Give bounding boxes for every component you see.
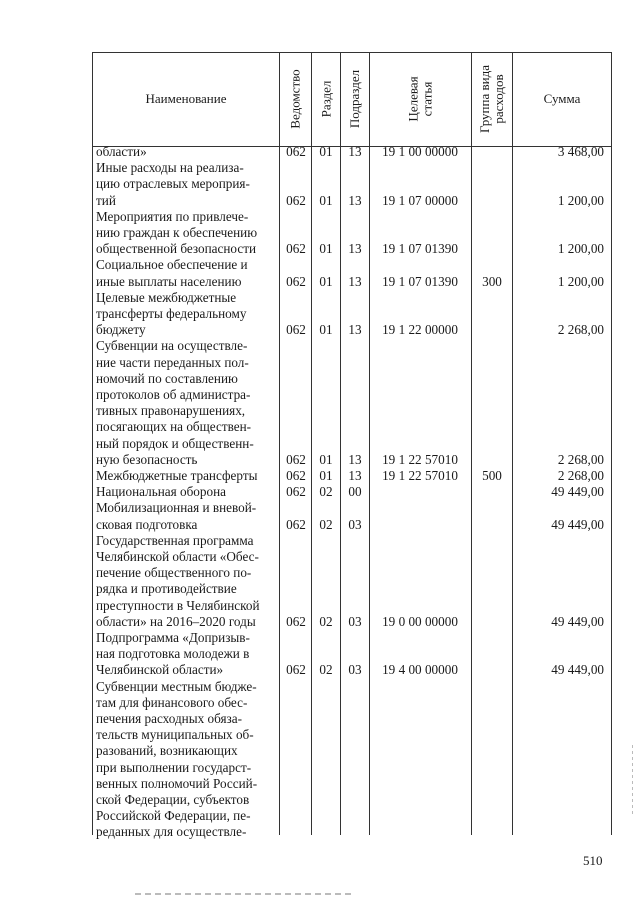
row-name-line: рядка и противодействие	[96, 581, 237, 597]
row-celevaya: 19 1 22 00000	[382, 322, 458, 338]
row-name-line: тий	[96, 192, 116, 208]
row-name-line: преступности в Челябинской	[96, 597, 260, 613]
column-divider	[279, 52, 280, 835]
header-vedomstvo	[280, 53, 311, 145]
row-name-line: посягающих на обществен-	[96, 419, 252, 435]
row-razdel: 02	[319, 613, 333, 629]
row-podrazdel: 03	[348, 613, 362, 629]
row-podrazdel: 13	[348, 273, 362, 289]
row-name-line: области»	[96, 144, 147, 159]
row-name-line: Социальное обеспечение и	[96, 257, 248, 273]
row-name-line: Субвенции на осуществле-	[96, 338, 248, 354]
row-vedomstvo: 062	[286, 192, 306, 208]
row-vedomstvo: 062	[286, 484, 306, 500]
row-summa: 1 200,00	[557, 241, 604, 257]
row-name	[96, 338, 270, 468]
row-name-line: области» на 2016–2020 годы	[96, 613, 256, 629]
row-celevaya: 19 1 22 57010	[382, 468, 458, 483]
row-razdel: 01	[319, 192, 333, 208]
header-celevaya	[370, 53, 471, 145]
row-name-line: общественной безопасности	[96, 241, 257, 257]
header-gruppa	[472, 53, 512, 145]
row-summa: 49 449,00	[551, 484, 604, 500]
row-name-line: печение общественного по-	[96, 565, 252, 581]
page-number: 510	[583, 853, 603, 868]
row-name-line: протоколов об администра-	[96, 387, 251, 402]
row-name-line: бюджету	[96, 322, 146, 338]
row-summa: 2 268,00	[557, 468, 604, 483]
row-vedomstvo: 062	[286, 468, 306, 483]
row-name-line: там для финансового обес-	[96, 694, 248, 710]
row-name-line: реданных для осуществле-	[96, 824, 247, 840]
row-name-line: Иные расходы на реализа-	[96, 160, 244, 176]
row-vedomstvo: 062	[286, 273, 306, 289]
header-celevaya-label	[406, 76, 434, 121]
row-razdel: 01	[319, 451, 333, 467]
header-vedomstvo-label: Ведомство	[287, 69, 303, 129]
row-summa: 2 268,00	[557, 322, 604, 338]
row-podrazdel: 13	[348, 144, 362, 159]
header-razdel-label: Раздел	[318, 80, 333, 118]
row-podrazdel: 13	[348, 241, 362, 257]
row-name-line: Целевые межбюджетные	[96, 289, 237, 305]
header-podrazdel-label: Подраздел	[347, 69, 363, 129]
row-name-line: Челябинской области «Обес-	[96, 549, 259, 564]
column-divider	[611, 52, 612, 835]
row-vedomstvo: 062	[286, 322, 306, 338]
row-razdel: 01	[319, 273, 333, 289]
column-divider	[512, 52, 513, 835]
row-summa: 1 200,00	[557, 273, 604, 289]
row-podrazdel: 13	[348, 322, 362, 338]
row-name-line: цию отраслевых мероприя-	[96, 176, 250, 192]
row-razdel: 02	[319, 516, 333, 532]
row-name	[96, 500, 270, 532]
header-summa-label: Сумма	[543, 91, 581, 106]
header-gruppa-line1: Группа вида	[477, 65, 493, 133]
row-name-line: ную безопасность	[96, 451, 198, 467]
row-name-line: Мероприятия по привлече-	[96, 208, 249, 224]
column-divider	[92, 52, 93, 835]
row-razdel: 02	[319, 662, 333, 678]
row-name-line: ние части переданных пол-	[96, 354, 249, 370]
row-name-line: венных полномочий Россий-	[96, 775, 258, 791]
row-razdel: 01	[319, 322, 333, 338]
row-name-line: ная подготовка молодежи в	[96, 646, 250, 662]
row-celevaya: 19 1 07 01390	[382, 241, 458, 257]
row-vedomstvo: 062	[286, 451, 306, 467]
row-summa: 1 200,00	[557, 192, 604, 208]
row-razdel: 02	[319, 484, 333, 500]
row-name	[96, 533, 270, 630]
row-name-line: нию граждан к обеспечению	[96, 225, 258, 240]
row-name	[96, 209, 270, 258]
row-summa: 49 449,00	[551, 516, 604, 532]
row-vedomstvo: 062	[286, 662, 306, 678]
row-vedomstvo: 062	[286, 516, 306, 532]
row-celevaya: 19 4 00 00000	[382, 662, 458, 678]
row-name	[96, 679, 270, 841]
row-name-line: Российской Федерации, пе-	[96, 808, 251, 824]
row-name-line: Челябинской области»	[96, 662, 224, 678]
row-name	[96, 144, 270, 160]
row-celevaya: 19 1 07 01390	[382, 273, 458, 289]
row-name	[96, 468, 270, 484]
row-name-line: Межбюджетные трансферты	[96, 468, 258, 483]
row-name-line: сковая подготовка	[96, 516, 198, 532]
header-celevaya-line2: статья	[419, 81, 435, 117]
row-vedomstvo: 062	[286, 144, 306, 159]
row-summa: 49 449,00	[551, 662, 604, 678]
row-name-line: номочий по составлению	[96, 370, 238, 386]
header-gruppa-line2: расходов	[491, 74, 507, 124]
row-podrazdel: 03	[348, 516, 362, 532]
column-divider	[340, 52, 341, 835]
row-name-line: при выполнении государст-	[96, 759, 252, 775]
row-name	[96, 484, 270, 500]
header-razdel	[312, 53, 340, 145]
column-divider	[369, 52, 370, 835]
row-razdel: 01	[319, 241, 333, 257]
row-name-line: Мобилизационная и вневой-	[96, 500, 257, 516]
row-name-line: иные выплаты населению	[96, 273, 242, 289]
row-name-line: тельств муниципальных об-	[96, 727, 254, 743]
row-vedomstvo: 062	[286, 241, 306, 257]
row-celevaya: 19 1 07 00000	[382, 192, 458, 208]
row-name	[96, 630, 270, 679]
row-name	[96, 160, 270, 209]
row-name-line: трансферты федеральному	[96, 306, 247, 321]
header-name	[93, 53, 279, 145]
header-celevaya-line1: Целевая	[405, 76, 421, 122]
row-celevaya: 19 1 22 57010	[382, 451, 458, 467]
row-summa: 2 268,00	[557, 451, 604, 467]
row-name-line: ской Федерации, субъектов	[96, 792, 250, 808]
scan-artifact	[632, 745, 633, 815]
row-name-line: Государственная программа	[96, 532, 254, 548]
row-name-line: разований, возникающих	[96, 743, 238, 759]
row-name-line: Подпрограмма «Допризыв-	[96, 630, 250, 645]
row-podrazdel: 03	[348, 662, 362, 678]
row-podrazdel: 13	[348, 451, 362, 467]
row-podrazdel: 13	[348, 192, 362, 208]
column-divider	[311, 52, 312, 835]
row-podrazdel: 13	[348, 468, 362, 483]
column-divider	[471, 52, 472, 835]
row-name-line: печения расходных обяза-	[96, 711, 242, 726]
row-gruppa: 300	[482, 273, 502, 289]
row-gruppa: 500	[482, 468, 502, 483]
row-celevaya: 19 0 00 00000	[382, 613, 458, 629]
row-razdel: 01	[319, 144, 333, 159]
header-summa	[513, 53, 611, 145]
row-name-line: Субвенции местным бюдже-	[96, 678, 257, 694]
row-name	[96, 257, 270, 289]
header-name-label: Наименование	[145, 91, 227, 106]
row-name-line: ный порядок и общественн-	[96, 435, 254, 451]
row-vedomstvo: 062	[286, 613, 306, 629]
row-podrazdel: 00	[348, 484, 362, 500]
row-razdel: 01	[319, 468, 333, 483]
row-summa: 3 468,00	[557, 144, 604, 159]
row-name-line: Национальная оборона	[96, 484, 226, 500]
scan-artifact	[135, 893, 355, 895]
row-celevaya: 19 1 00 00000	[382, 144, 458, 159]
row-summa: 49 449,00	[551, 613, 604, 629]
row-name	[96, 290, 270, 339]
header-podrazdel	[341, 53, 369, 145]
header-gruppa-label	[478, 65, 506, 133]
row-name-line: тивных правонарушениях,	[96, 403, 246, 419]
